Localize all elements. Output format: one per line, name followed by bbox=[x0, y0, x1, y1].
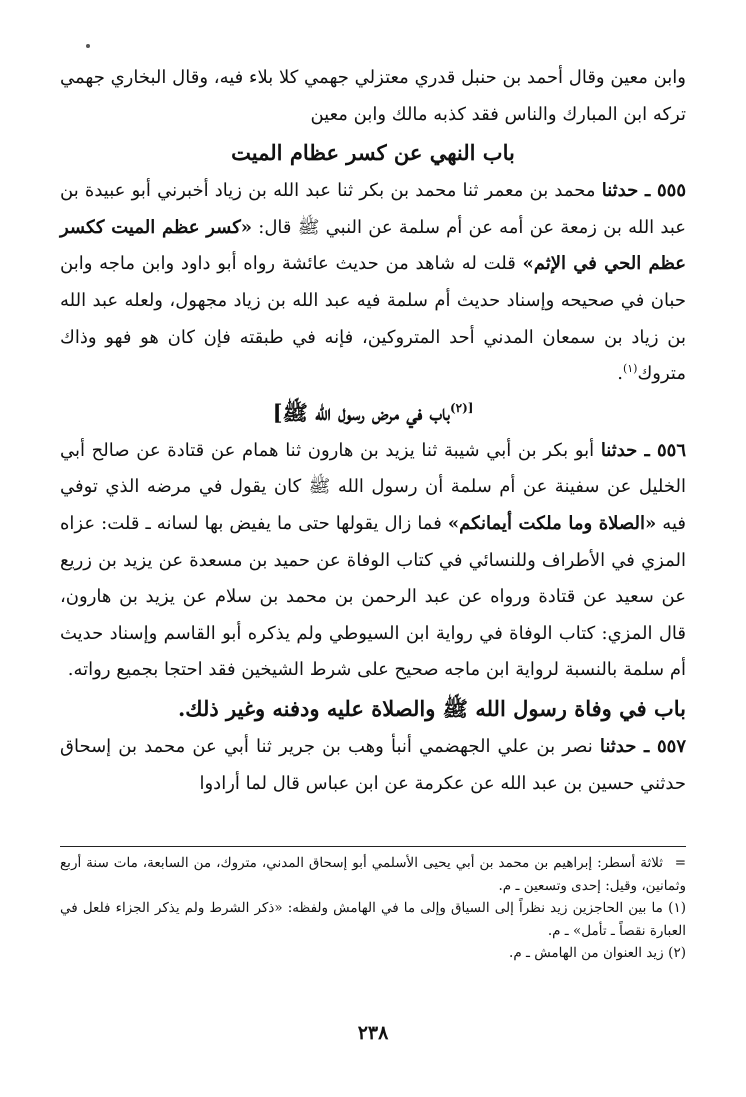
footnote-text: زيد العنوان من الهامش ـ م. bbox=[509, 945, 664, 961]
hadith-556-chain: أبو بكر بن أبي شيبة ثنا يزيد بن هارون ثنا همام عن قتادة عن صالح أبي الخليل عن سفينة عن أم سلمة أن رسول الله ﷺ كان يقول في مرضه الذي توفي فيه bbox=[60, 439, 686, 534]
hadith-556-quote: «الصلاة وما ملكت أيمانكم» bbox=[447, 512, 657, 534]
chapter-heading-breaking-bones: باب النهي عن كسر عظام الميت bbox=[231, 140, 515, 166]
footnote-ref-2: [(٢) bbox=[449, 400, 474, 415]
footnote-text: ثلاثة أسطر: إبراهيم بن محمد بن أبي يحيى الأسلمي أبو إسحاق المدني، متروك، من السابعة، مات سنة أربع وثمانين، وقيل: إحدى وتسعين ـ م. bbox=[60, 855, 686, 894]
chapter-heading-death: باب في وفاة رسول الله ﷺ والصلاة عليه ودفنه وغير ذلك. bbox=[177, 695, 686, 721]
footnote-text: ما بين الحاجزين زيد نظراً إلى السياق وإلى ما في الهامش ولفظه: «ذكر الشرط ولم يذكر الجزاء فلعل في العبارة نقصاً ـ تأمل» ـ م. bbox=[60, 900, 686, 939]
footnote-mark: (١) bbox=[668, 900, 686, 916]
hadith-555-end: . bbox=[617, 363, 623, 385]
footnote-divider bbox=[60, 846, 686, 847]
ink-dot bbox=[86, 44, 90, 48]
footnote-mark: = bbox=[674, 855, 686, 871]
footnote-continued bbox=[60, 852, 686, 897]
footnote-ref-1: (١) bbox=[622, 362, 638, 376]
chapter-heading-illness-text: باب في مرض رسول الله ﷺ] bbox=[272, 399, 450, 425]
footnote-mark: (٢) bbox=[668, 945, 686, 961]
paragraph-continuation: وابن معين وقال أحمد بن حنبل قدري معتزلي جهمي كلا بلاء فيه، وقال البخاري جهمي تركه ابن المبارك والناس فقد كذبه مالك وابن معين bbox=[60, 67, 686, 125]
chapter-heading-illness bbox=[60, 393, 686, 433]
footnote-1 bbox=[60, 897, 686, 942]
hadith-555-chain: محمد بن معمر ثنا محمد بن بكر ثنا عبد الله بن زياد أخبرني أبو عبيدة بن عبد الله بن زمعة عن أمه عن أم سلمة عن النبي ﷺ قال: bbox=[60, 180, 686, 238]
hadith-555-quote: «كسر عظم الميت ككسر عظم الحي في الإثم» bbox=[60, 216, 686, 275]
hadith-555-comment: قلت له شاهد من حديث عائشة رواه أبو داود وابن ماجه وابن حبان في صحيحه وإسناد حديث أم سلمة فيه عبد الله بن زياد مجهول، ولعله عبد الله بن زياد بن سمعان المدني أحد المتروكين، فإنه في طبقته فإن كان هو فهو وذاك متروك bbox=[60, 253, 686, 385]
main-text bbox=[60, 60, 686, 802]
hadith-number-556: ٥٥٦ ـ حدثنا bbox=[600, 439, 687, 461]
hadith-number-555: ٥٥٥ ـ حدثنا bbox=[601, 180, 686, 202]
hadith-556-comment: فما زال يقولها حتى ما يفيض بها لسانه ـ قلت: عزاه المزي في الأطراف وللنسائي في كتاب الوفاة عن حميد بن مسعدة عن يزيد بن زريع عن سعيد عن قتادة ورواه عن عبد الرحمن بن محمد بن سلام عن يزيد بن هارون، قال المزي: كتاب الوفاة في رواية ابن السيوطي ولم يذكره أبو القاسم وإسناد حديث أم سلمة بالنسبة لرواية ابن ماجه صحيح على شرط الشيخين فقد احتجا بجميع رواته. bbox=[60, 512, 686, 681]
hadith-555 bbox=[60, 173, 686, 393]
hadith-557-chain: نصر بن علي الجهضمي أنبأ وهب بن جرير ثنا أبي عن محمد بن إسحاق حدثني حسين بن عبد الله عن عكرمة عن ابن عباس قال لما أرادوا bbox=[60, 735, 686, 794]
footnotes bbox=[60, 852, 686, 965]
hadith-number-557: ٥٥٧ ـ حدثنا bbox=[599, 735, 686, 757]
hadith-557 bbox=[60, 729, 686, 802]
footnote-2 bbox=[60, 942, 686, 965]
page-number: ٢٣٨ bbox=[357, 1022, 389, 1044]
hadith-556 bbox=[60, 433, 686, 689]
